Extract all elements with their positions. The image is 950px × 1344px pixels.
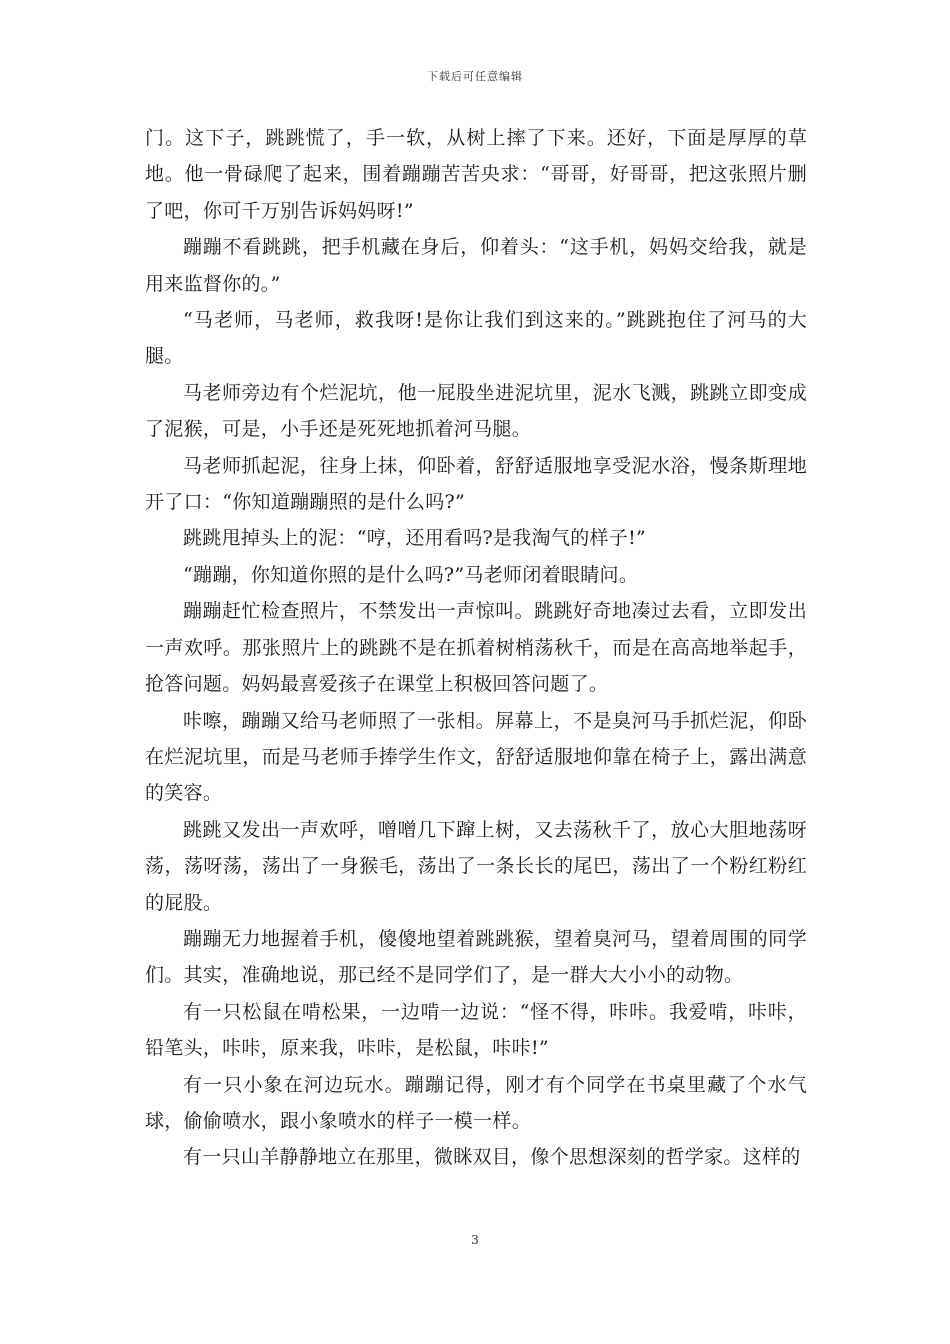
paragraph: 有一只山羊静静地立在那里，微眯双目，像个思想深刻的哲学家。这样的	[183, 1146, 801, 1169]
paragraph: 马老师抓起泥，往身上抹，仰卧着，舒舒适服地享受泥水浴，慢条斯理地开了口：“你知道蹦蹦照的是什么吗?”	[145, 454, 807, 514]
page-header-note: 下载后可任意编辑	[427, 70, 523, 83]
document-body	[145, 120, 807, 1176]
page-number: 3	[471, 1233, 479, 1247]
paragraph: 蹦蹦不看跳跳，把手机藏在身后，仰着头：“这手机，妈妈交给我，就是用来监督你的。”	[145, 236, 807, 295]
paragraph: 跳跳甩掉头上的泥：“哼，还用看吗?是我淘气的样子!”	[183, 527, 647, 550]
paragraph: “马老师，马老师，救我呀!是你让我们到这来的。”跳跳抱住了河马的大腿。	[145, 309, 807, 368]
paragraph: 门。这下子，跳跳慌了，手一软，从树上摔了下来。还好，下面是厚厚的草地。他一骨碌爬了起来，围着蹦蹦苦苦央求：“哥哥，好哥哥，把这张照片删了吧，你可千万别告诉妈妈呀!”	[145, 127, 807, 222]
paragraph: 有一只松鼠在啃松果，一边啃一边说：“怪不得，咔咔。我爱啃，咔咔，铅笔头，咔咔，原来我，咔咔，是松鼠，咔咔!”	[145, 1000, 807, 1060]
paragraph: 跳跳又发出一声欢呼，噌噌几下蹿上树，又去荡秋千了，放心大胆地荡呀荡，荡呀荡，荡出了一身猴毛，荡出了一条长长的尾巴，荡出了一个粉红粉红的屁股。	[145, 818, 807, 914]
paragraph: 蹦蹦无力地握着手机，傻傻地望着跳跳猴，望着臭河马，望着周围的同学们。其实，准确地说，那已经不是同学们了，是一群大大小小的动物。	[145, 927, 807, 987]
paragraph: 蹦蹦赶忙检查照片，不禁发出一声惊叫。跳跳好奇地凑过去看，立即发出一声欢呼。那张照片上的跳跳不是在抓着树梢荡秋千，而是在高高地举起手，抢答问题。妈妈最喜爱孩子在课堂上积极回答问题了。	[145, 600, 807, 696]
paragraph: 马老师旁边有个烂泥坑，他一屁股坐进泥坑里，泥水飞溅，跳跳立即变成了泥猴，可是，小手还是死死地抓着河马腿。	[145, 381, 807, 441]
paragraph: 有一只小象在河边玩水。蹦蹦记得，刚才有个同学在书桌里藏了个水气球，偷偷喷水，跟小象喷水的样子一模一样。	[145, 1073, 807, 1132]
paragraph: “蹦蹦，你知道你照的是什么吗?”马老师闭着眼睛问。	[183, 563, 639, 586]
paragraph: 咔嚓，蹦蹦又给马老师照了一张相。屏幕上，不是臭河马手抓烂泥，仰卧在烂泥坑里，而是马老师手捧学生作文，舒舒适服地仰靠在椅子上，露出满意的笑容。	[145, 709, 807, 805]
